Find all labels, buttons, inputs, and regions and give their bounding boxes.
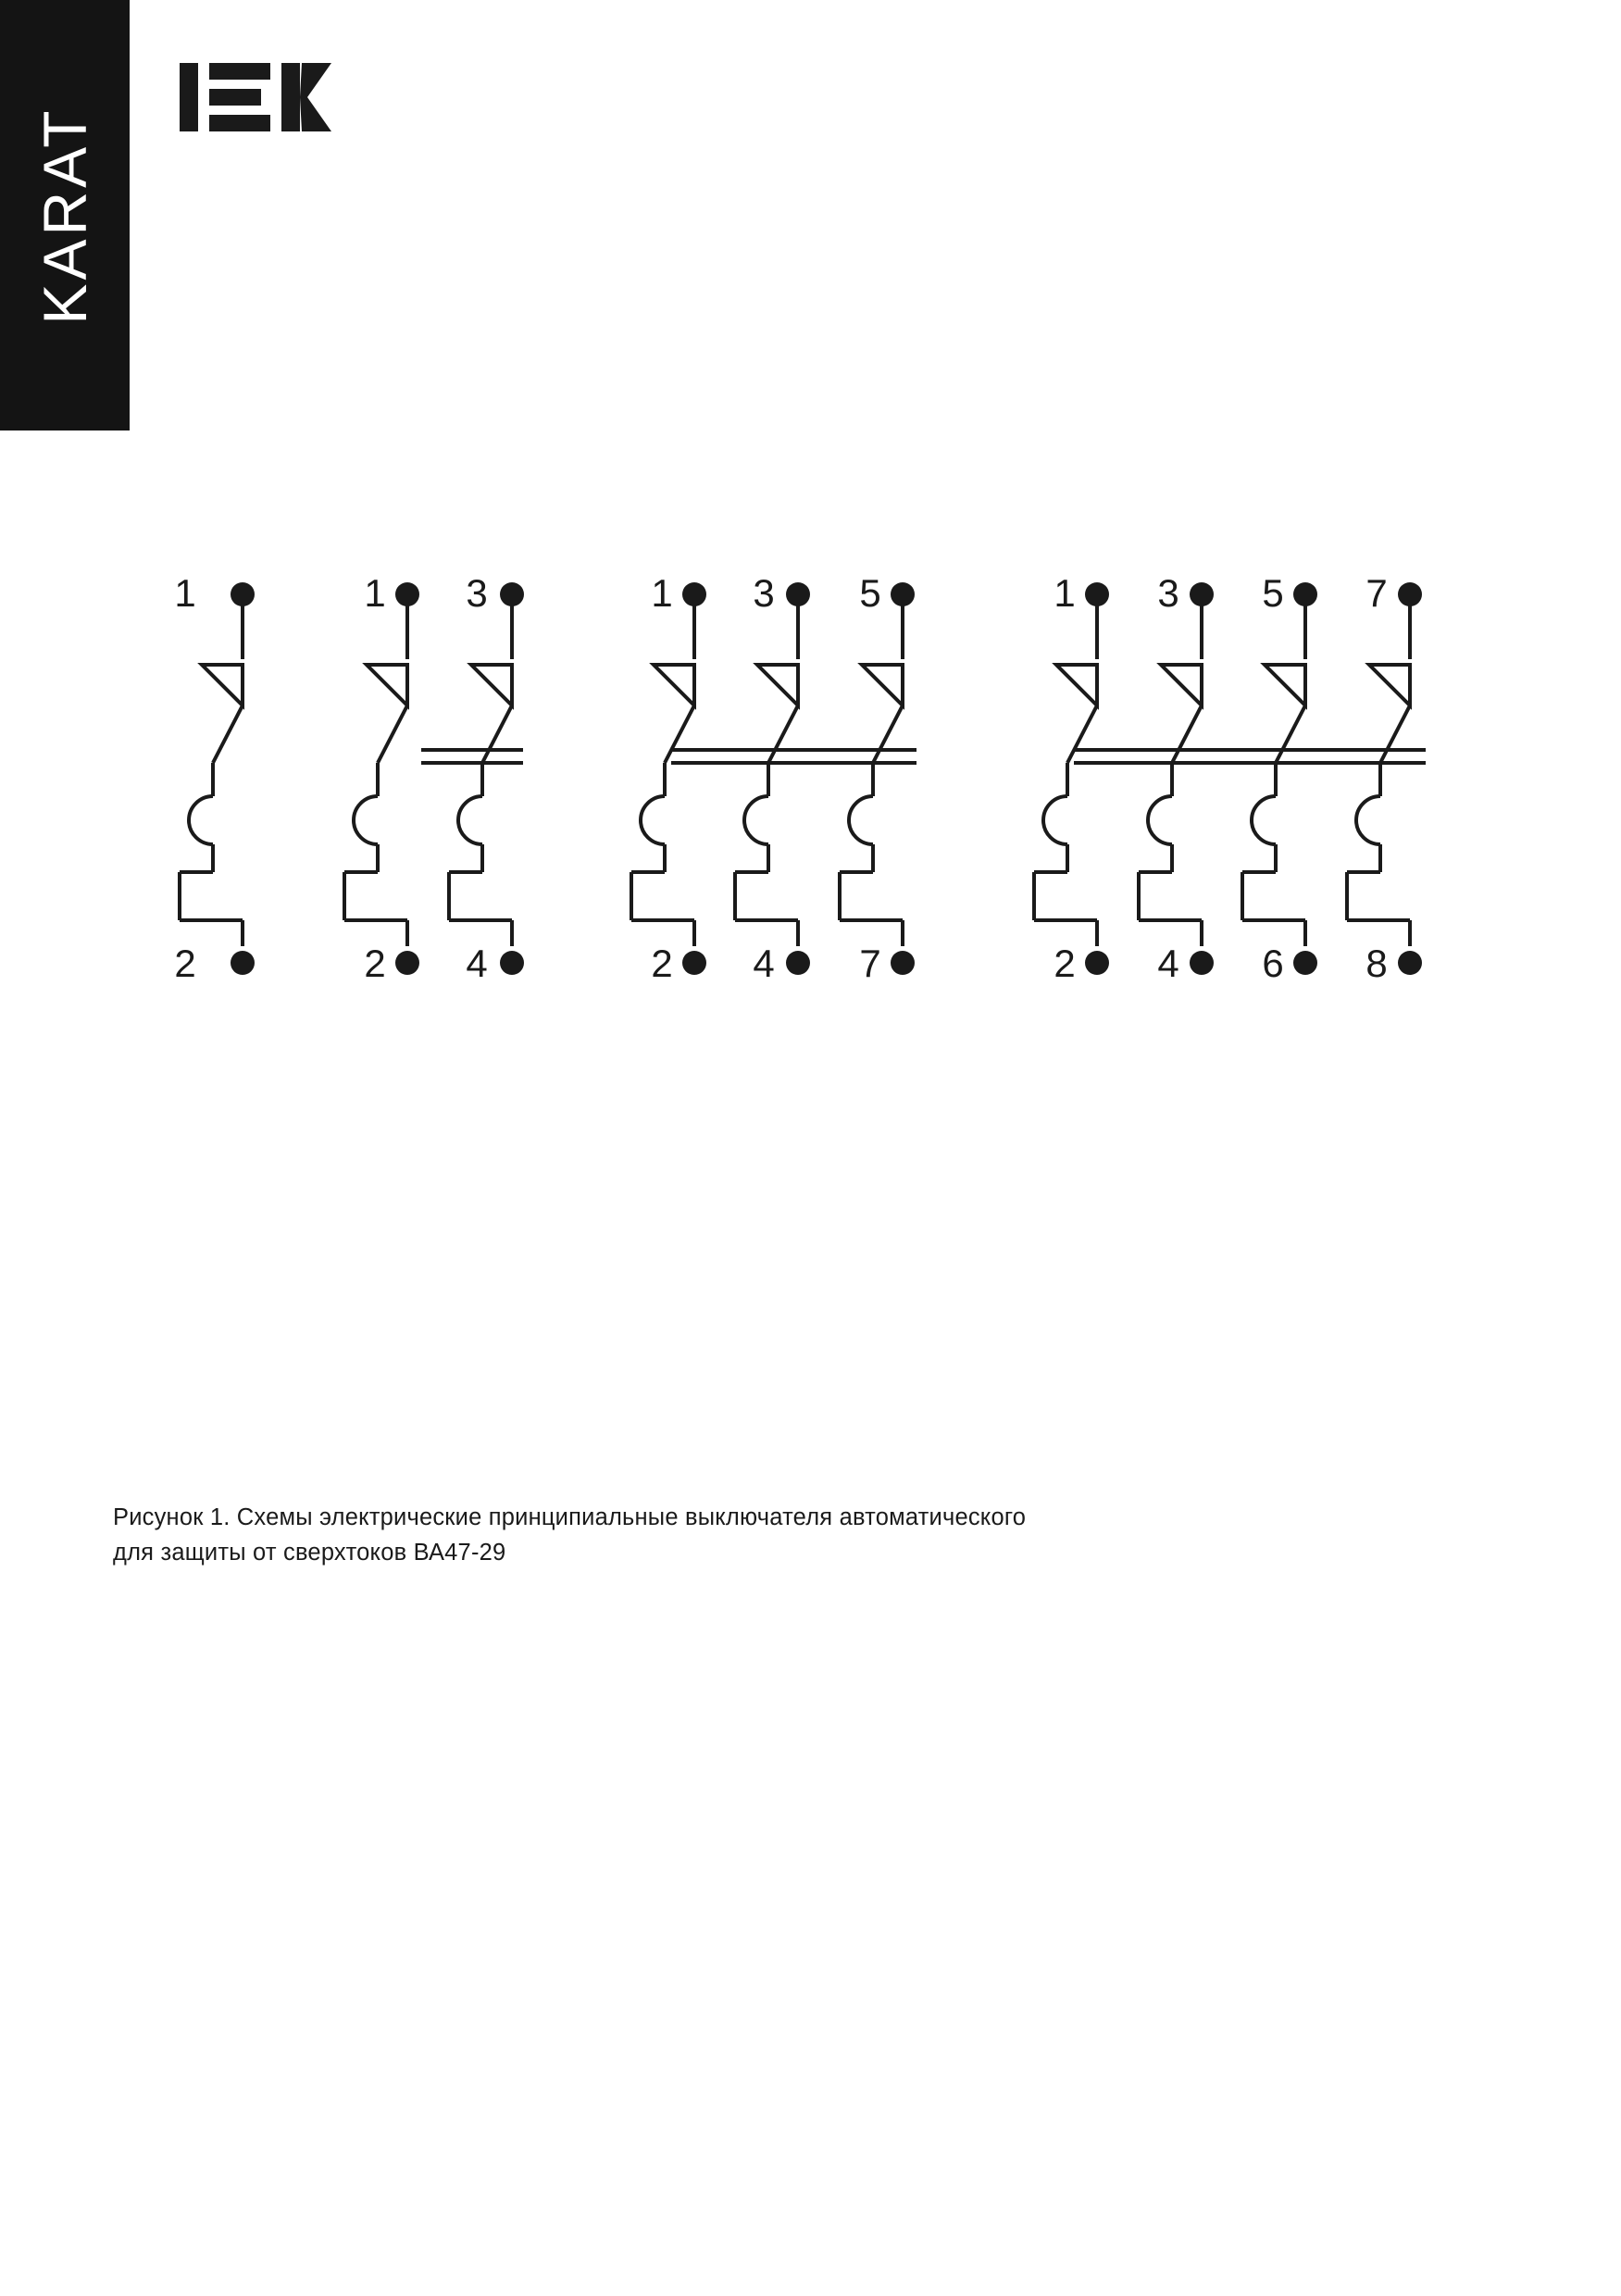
diagram-group-2-pole — [344, 574, 524, 985]
svg-text:2: 2 — [1054, 942, 1076, 985]
svg-text:7: 7 — [1365, 574, 1388, 615]
svg-text:4: 4 — [1157, 942, 1179, 985]
svg-text:6: 6 — [1262, 942, 1284, 985]
svg-text:4: 4 — [466, 942, 488, 985]
series-label: KARAT — [31, 106, 99, 325]
diagram-group-3-pole — [631, 574, 916, 985]
svg-text:5: 5 — [1262, 574, 1284, 615]
figure-caption — [113, 1500, 1298, 1570]
svg-text:7: 7 — [859, 942, 881, 985]
svg-text:3: 3 — [753, 574, 775, 615]
diagram-group-4-pole — [1034, 574, 1426, 985]
svg-text:3: 3 — [466, 574, 488, 615]
circuit-diagram — [0, 574, 1621, 1222]
terminal-label-bottom: 2 — [174, 942, 196, 985]
figure-caption-line-1: Рисунок 1. Схемы электрические принципиальные выключателя автоматического — [113, 1504, 1027, 1530]
terminal-dot-bottom — [231, 951, 255, 975]
svg-text:1: 1 — [651, 574, 673, 615]
svg-text:5: 5 — [859, 574, 881, 615]
figure-caption-line-2: для защиты от сверхтоков ВА47-29 — [113, 1540, 506, 1566]
svg-text:2: 2 — [364, 942, 386, 985]
brand-sidebar — [0, 0, 130, 430]
svg-text:4: 4 — [753, 942, 775, 985]
iek-logo — [178, 56, 354, 139]
terminal-label-top: 1 — [174, 574, 196, 615]
svg-text:1: 1 — [1054, 574, 1076, 615]
svg-text:1: 1 — [364, 574, 386, 615]
svg-text:2: 2 — [651, 942, 673, 985]
diagram-group-1-pole — [174, 574, 255, 985]
svg-text:3: 3 — [1157, 574, 1179, 615]
svg-text:8: 8 — [1365, 942, 1388, 985]
